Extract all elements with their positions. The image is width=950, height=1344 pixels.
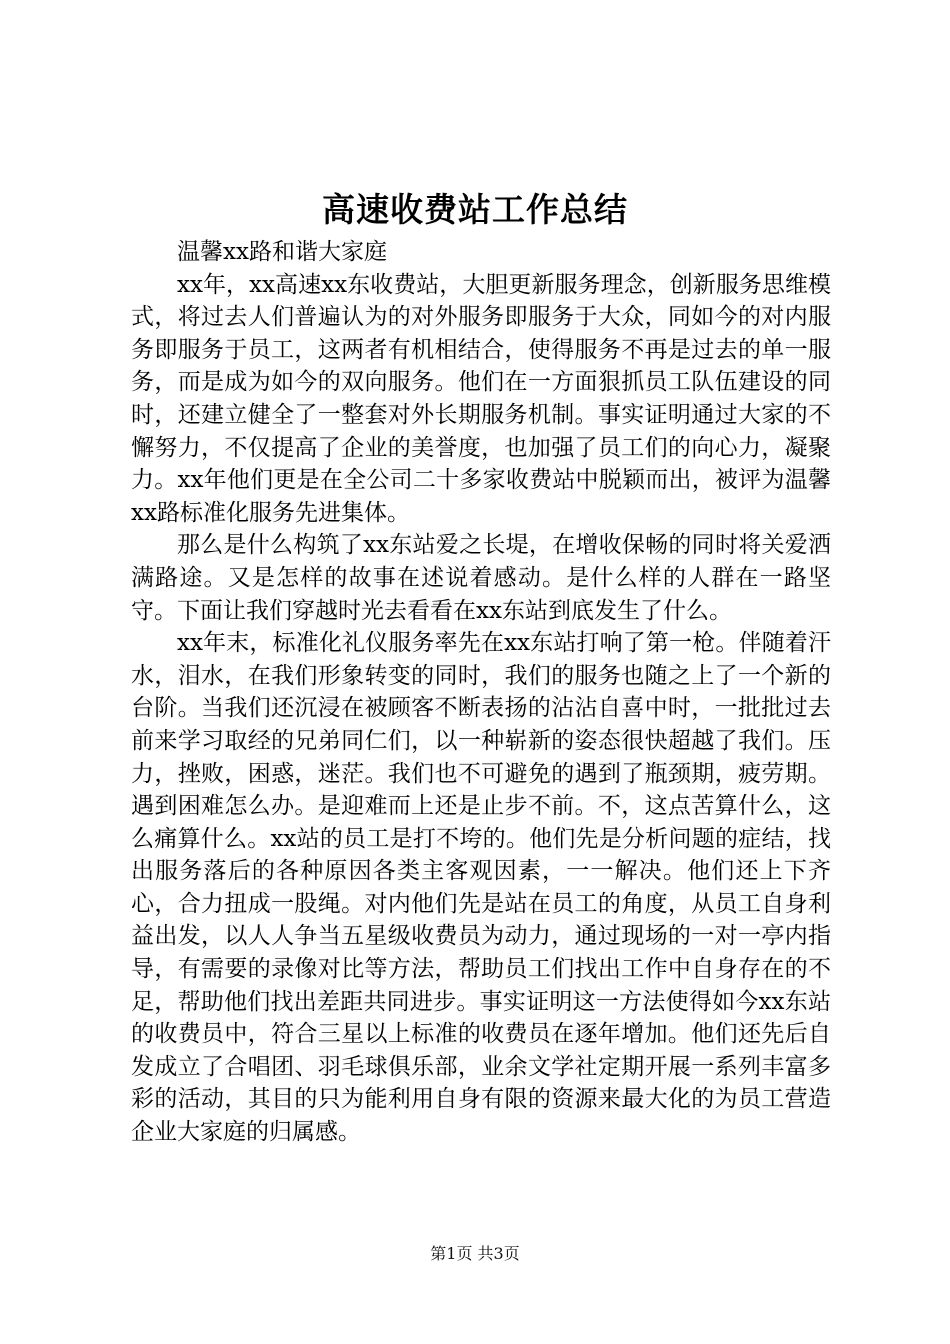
subtitle-paragraph: 温馨xx路和谐大家庭 <box>177 239 387 265</box>
page-number-footer: 第1页 共3页 <box>430 1244 520 1263</box>
body-paragraph: 那么是什么构筑了xx东站爱之长堤，在增收保畅的同时将关爱洒满路途。又是怎样的故事在述说着感动。是什么样的人群在一路坚守。下面让我们穿越时光去看看在xx东站到底发生了什么。 <box>131 532 831 624</box>
document-body <box>131 236 831 1149</box>
body-paragraph: xx年，xx高速xx东收费站，大胆更新服务理念，创新服务思维模式，将过去人们普遍认为的对外服务即服务于大众，同如今的对内服务即服务于员工，这两者有机相结合，使得服务不再是过去的单一服务，而是成为如今的双向服务。他们在一方面狠抓员工队伍建设的同时，还建立健全了一整套对外长期服务机制。事实证明通过大家的不懈努力，不仅提高了企业的美誉度，也加强了员工们的向心力，凝聚力。xx年他们更是在全公司二十多家收费站中脱颖而出，被评为温馨xx路标准化服务先进集体。 <box>131 271 831 526</box>
document-title: 高速收费站工作总结 <box>322 190 628 229</box>
body-paragraph: xx年末，标准化礼仪服务率先在xx东站打响了第一枪。伴随着汗水，泪水，在我们形象转变的同时，我们的服务也随之上了一个新的台阶。当我们还沉浸在被顾客不断表扬的沾沾自喜中时，一批批过去前来学习取经的兄弟同仁们，以一种崭新的姿态很快超越了我们。压力，挫败，困惑，迷茫。我们也不可避免的遇到了瓶颈期，疲劳期。遇到困难怎么办。是迎难而上还是止步不前。不，这点苦算什么，这么痛算什么。xx站的员工是打不垮的。他们先是分析问题的症结，找出服务落后的各种原因各类主客观因素，一一解决。他们还上下齐心，合力扭成一股绳。对内他们先是站在员工的角度，从员工自身利益出发，以人人争当五星级收费员为动力，通过现场的一对一亭内指导，有需要的录像对比等方法，帮助员工们找出工作中自身存在的不足，帮助他们找出差距共同进步。事实证明这一方法使得如今xx东站的收费员中，符合三星以上标准的收费员在逐年增加。他们还先后自发成立了合唱团、羽毛球俱乐部，业余文学社定期开展一系列丰富多彩的活动，其目的只为能利用自身有限的资源来最大化的为员工营造企业大家庭的归属感。 <box>131 630 831 1146</box>
